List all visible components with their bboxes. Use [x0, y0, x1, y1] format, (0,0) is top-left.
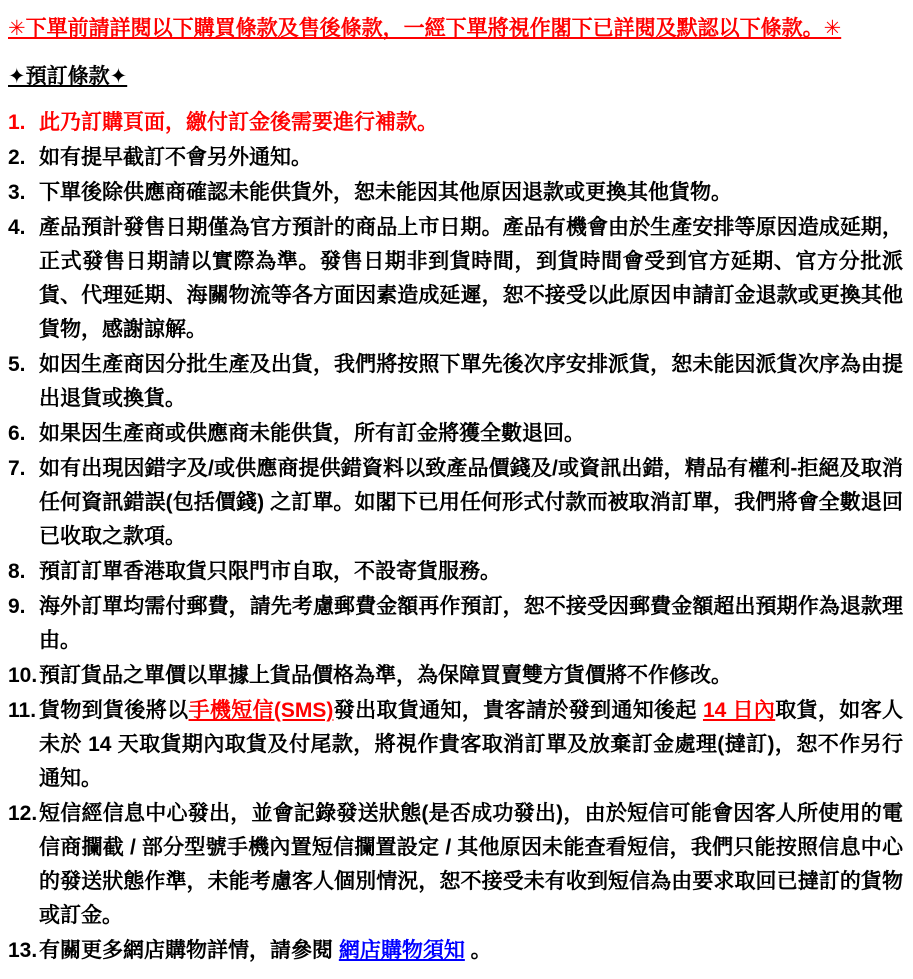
term-text-segment: 預訂貨品之單價以單據上貨品價格為準，為保障買賣雙方貨價將不作修改。: [39, 664, 732, 687]
term-text: [39, 934, 903, 968]
term-number: 9.: [8, 595, 26, 618]
term-item: [8, 934, 903, 968]
term-number: 8.: [8, 560, 26, 583]
term-text-segment: 下單後除供應商確認未能供貨外，恕未能因其他原因退款或更換其他貨物。: [39, 181, 732, 204]
term-number: 7.: [8, 457, 26, 480]
term-text-segment: 有關更多網店購物詳情，請參閱: [39, 939, 339, 962]
term-text-segment: 如果因生產商或供應商未能供貨，所有訂金將獲全數退回。: [39, 422, 585, 445]
term-text: [39, 176, 903, 210]
term-item: [8, 590, 903, 658]
term-text-segment: 預訂訂單香港取貨只限門市自取，不設寄貨服務。: [39, 560, 501, 583]
terms-list: [8, 106, 903, 968]
term-item: [8, 106, 903, 140]
term-text-segment: 。: [464, 939, 492, 962]
term-text: [39, 348, 903, 416]
term-text: [39, 417, 903, 451]
pickup-deadline-emphasis: 14 日內: [702, 699, 776, 722]
term-text-segment: 如有提早截訂不會另外通知。: [39, 146, 312, 169]
term-number: 13.: [8, 939, 38, 962]
section-title-preorder-terms: [8, 60, 903, 94]
term-text-segment: 如有出現因錯字及/或供應商提供錯資料以致產品價錢及/或資訊出錯，精品有權利-拒絕及取消任何資訊錯誤(包括價錢) 之訂單。如閣下已用任何形式付款而被取消訂單，我們將會全數退回已收取之款項。: [39, 457, 903, 548]
term-text: [39, 694, 903, 796]
term-text: [39, 555, 903, 589]
term-text-segment: 發出取貨通知，貴客請於發到通知後起: [333, 699, 703, 722]
section-title-text: ✦預訂條款✦: [8, 65, 128, 88]
term-text: [39, 797, 903, 933]
term-item: [8, 176, 903, 210]
term-text-segment: 產品預計發售日期僅為官方預計的商品上市日期。產品有機會由於生產安排等原因造成延期，正式發售日期請以實際為準。發售日期非到貨時間，到貨時間會受到官方延期、官方分批派貨、代理延期、海關物流等各方面因素造成延遲，恕不接受以此原因申請訂金退款或更換其他貨物，感謝諒解。: [39, 216, 903, 341]
term-number: 4.: [8, 216, 26, 239]
term-number: 12.: [8, 802, 38, 825]
term-text: [39, 141, 903, 175]
term-item: [8, 797, 903, 933]
term-item: [8, 659, 903, 693]
online-shop-notice-link[interactable]: 網店購物須知: [338, 939, 465, 962]
term-text: [39, 211, 903, 347]
term-item: [8, 555, 903, 589]
term-item: [8, 141, 903, 175]
sms-notice-emphasis: 手機短信(SMS): [188, 699, 334, 722]
term-text: [39, 106, 903, 140]
term-item: [8, 452, 903, 554]
term-number: 2.: [8, 146, 26, 169]
term-text-segment: 海外訂單均需付郵費，請先考慮郵費金額再作預訂，恕不接受因郵費金額超出預期作為退款理由。: [39, 595, 903, 652]
term-text-segment: 短信經信息中心發出，並會記錄發送狀態(是否成功發出)，由於短信可能會因客人所使用的電信商攔截 / 部分型號手機內置短信攔置設定 / 其他原因未能查看短信，我們只能按照信息中心的發送狀態作準，未能考慮客人個別情況，恕不接受未有收到短信為由要求取回已撻訂的貨物或訂金。: [39, 802, 903, 927]
terms-warning-header-text: ✳下單前請詳閱以下購買條款及售後條款，一經下單將視作閣下已詳閱及默認以下條款。✳: [8, 17, 842, 40]
term-number: 6.: [8, 422, 26, 445]
term-number: 10.: [8, 664, 38, 687]
term-number: 1.: [8, 111, 26, 134]
term-item: [8, 694, 903, 796]
term-text-segment: 貨物到貨後將以: [39, 699, 189, 722]
terms-warning-header: [8, 12, 903, 46]
term-text-segment: 此乃訂購頁面，繳付訂金後需要進行補款。: [39, 111, 438, 134]
term-text-segment: 如因生產商因分批生產及出貨，我們將按照下單先後次序安排派貨，恕未能因派貨次序為由提出退貨或換貨。: [39, 353, 903, 410]
term-item: [8, 417, 903, 451]
term-item: [8, 211, 903, 347]
term-number: 11.: [8, 699, 37, 722]
term-item: [8, 348, 903, 416]
term-text: [39, 590, 903, 658]
term-text: [39, 452, 903, 554]
term-text-segment: 取貨，如客人未於 14 天取貨期內取貨及付尾款，將視作貴客取消訂單及放棄訂金處理(撻訂)，恕不作另行通知。: [39, 699, 904, 790]
term-number: 5.: [8, 353, 26, 376]
term-number: 3.: [8, 181, 26, 204]
term-text: [39, 659, 903, 693]
